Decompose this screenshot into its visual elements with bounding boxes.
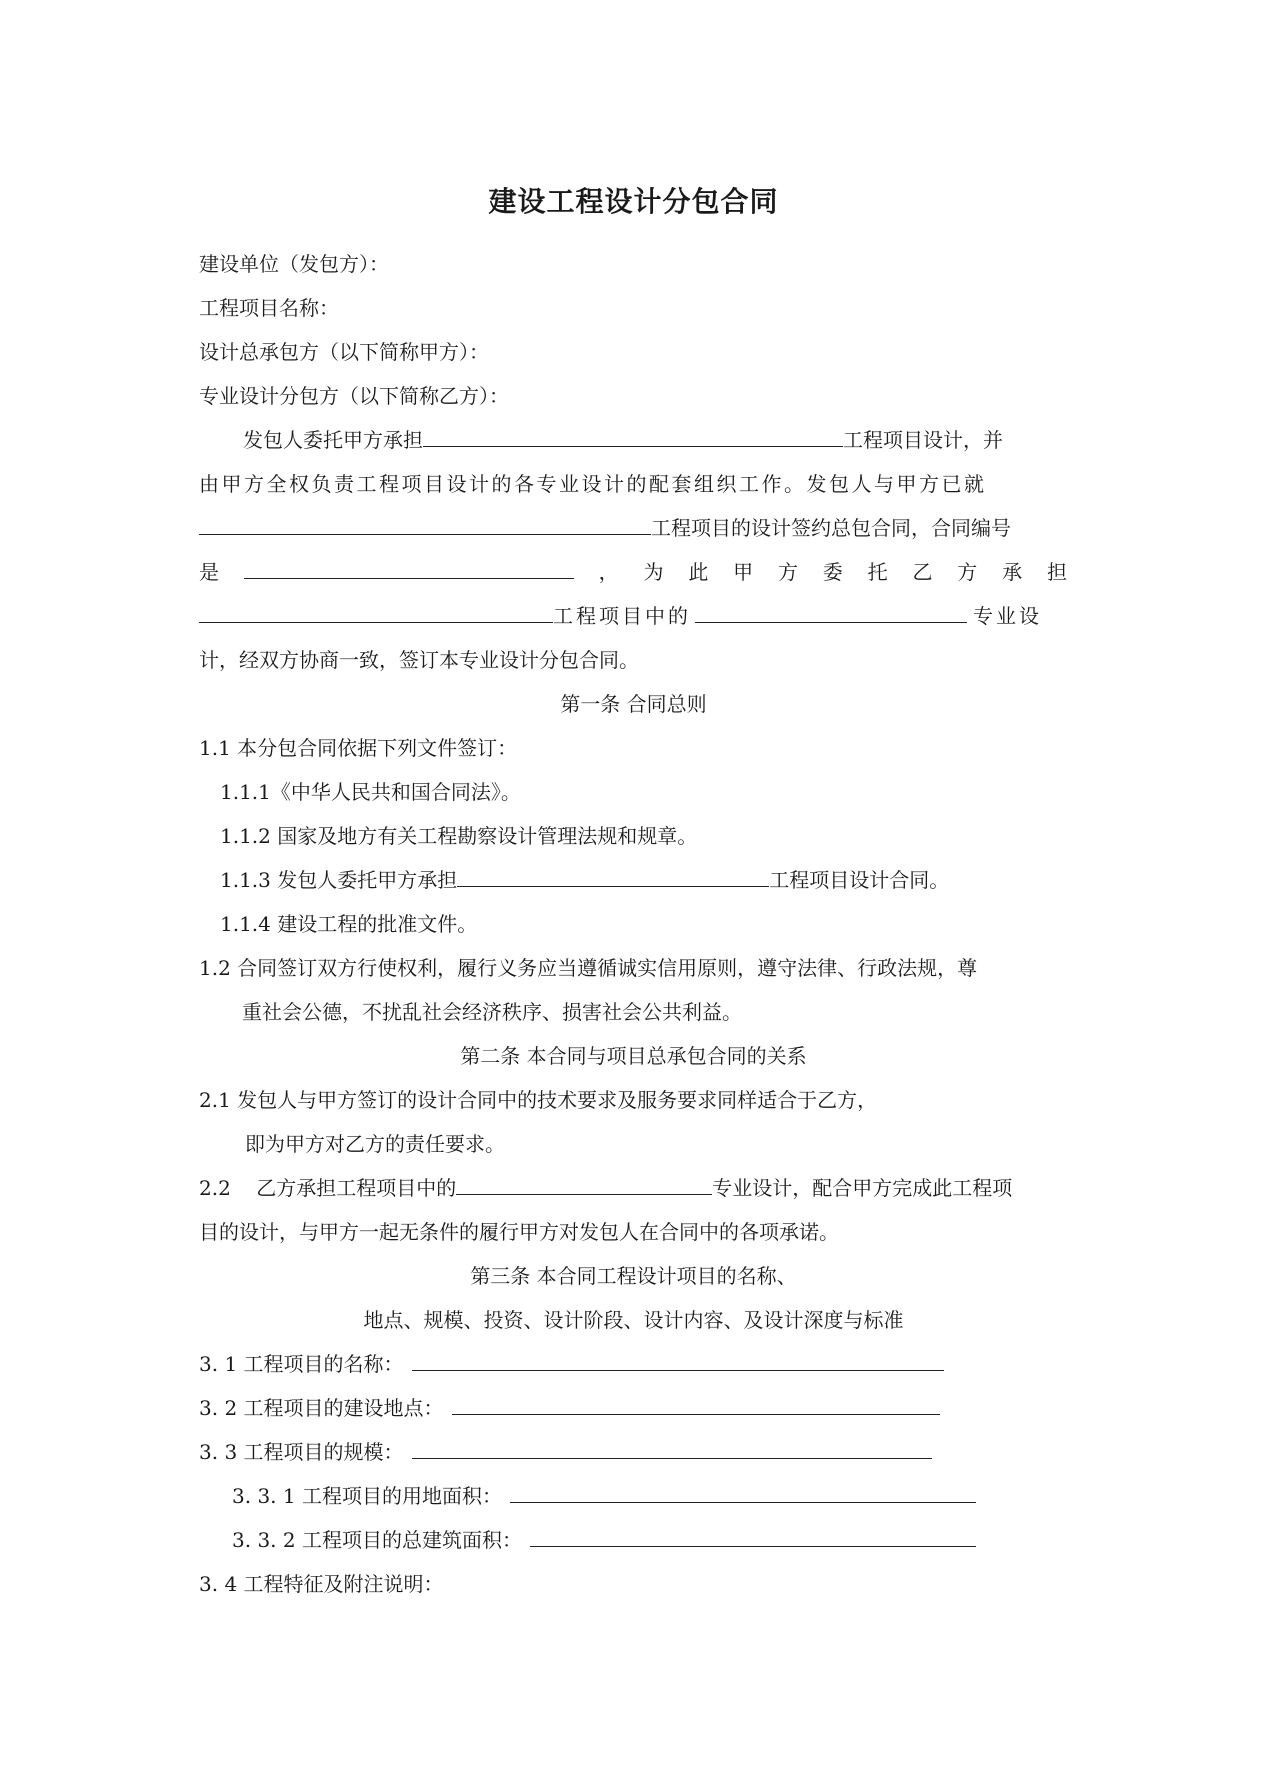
- clause-3-2: [199, 1394, 940, 1422]
- clause-1-1-3: [220, 866, 949, 894]
- preamble-text: 工程项目的设计签约总包合同，合同编号: [651, 516, 1011, 540]
- clause-text: 1.1.3 发包人委托甲方承担: [220, 868, 458, 892]
- clause-text: 3. 1 工程项目的名称：: [199, 1352, 404, 1376]
- blank-contract-number: [244, 558, 574, 579]
- clause-text: 2.2 乙方承担工程项目中的: [199, 1176, 457, 1200]
- clause-1-1-4: 1.1.4 建设工程的批准文件。: [220, 912, 478, 936]
- clause-text: 3. 3. 1 工程项目的用地面积：: [232, 1484, 502, 1508]
- clause-2-2-cont: 目的设计，与甲方一起无条件的履行甲方对发包人在合同中的各项承诺。: [199, 1220, 839, 1244]
- preamble-char: 担: [1046, 560, 1067, 584]
- blank-specialty: [456, 1174, 712, 1195]
- field-general-contractor: 设计总承包方（以下简称甲方）：: [199, 340, 489, 364]
- preamble-text: 专业设: [973, 604, 1042, 628]
- preamble-line-1: [243, 426, 1003, 454]
- blank-land-area: [510, 1482, 976, 1503]
- preamble-char: 乙: [912, 560, 933, 584]
- clause-1-2-cont: 重社会公德，不扰乱社会经济秩序、损害社会公共利益。: [242, 1000, 742, 1024]
- preamble-char: 甲: [733, 560, 754, 584]
- clause-text: 工程项目设计合同。: [769, 868, 950, 892]
- clause-2-2: [199, 1174, 1012, 1202]
- clause-text: 3. 2 工程项目的建设地点：: [199, 1396, 444, 1420]
- preamble-char: 为: [643, 560, 664, 584]
- clause-3-3-2: [232, 1526, 976, 1554]
- preamble-text: 工程项目中的: [553, 604, 691, 628]
- preamble-char: 委: [822, 560, 843, 584]
- blank-specialty: [695, 602, 967, 623]
- preamble-char: 方: [957, 560, 978, 584]
- field-owner: 建设单位（发包方）：: [199, 252, 389, 276]
- preamble-line-3: [199, 514, 1011, 542]
- clause-3-4: 3. 4 工程特征及附注说明：: [199, 1572, 444, 1596]
- clause-1-1-1: 1.1.1《中华人民共和国合同法》。: [220, 780, 521, 804]
- article-1-heading: 第一条 合同总则: [560, 692, 707, 716]
- blank-scale: [412, 1438, 932, 1459]
- blank-project: [457, 866, 769, 887]
- article-3-subheading: 地点、规模、投资、设计阶段、设计内容、及设计深度与标准: [363, 1308, 904, 1332]
- preamble-text: 是: [199, 560, 219, 584]
- clause-1-1: 1.1 本分包合同依据下列文件签订：: [199, 736, 518, 760]
- clause-text: 3. 3 工程项目的规模：: [199, 1440, 404, 1464]
- preamble-line-4: [199, 558, 1067, 586]
- clause-2-1-cont: 即为甲方对乙方的责任要求。: [245, 1132, 505, 1156]
- preamble-text: 工程项目设计，并: [843, 428, 1003, 452]
- clause-text: 3. 3. 2 工程项目的总建筑面积：: [232, 1528, 522, 1552]
- preamble-line-6: 计，经双方协商一致，签订本专业设计分包合同。: [199, 648, 639, 672]
- preamble-text: ，: [598, 560, 619, 584]
- clause-1-2: 1.2 合同签订双方行使权利，履行义务应当遵循诚实信用原则，遵守法律、行政法规，尊: [199, 956, 978, 980]
- clause-2-1: 2.1 发包人与甲方签订的设计合同中的技术要求及服务要求同样适合于乙方，: [199, 1088, 878, 1112]
- clause-1-1-2: 1.1.2 国家及地方有关工程勘察设计管理法规和规章。: [220, 824, 698, 848]
- field-subcontractor: 专业设计分包方（以下简称乙方）：: [199, 384, 509, 408]
- blank-project: [199, 514, 651, 535]
- preamble-line-2: 由甲方全权负责工程项目设计的各专业设计的配套组织工作。发包人与甲方已就: [199, 472, 987, 496]
- preamble-text: 发包人委托甲方承担: [243, 428, 423, 452]
- document-title: 建设工程设计分包合同: [488, 185, 779, 218]
- blank-project: [423, 426, 843, 447]
- clause-3-1: [199, 1350, 944, 1378]
- preamble-char: 承: [1002, 560, 1023, 584]
- clause-3-3: [199, 1438, 932, 1466]
- article-3-heading: 第三条 本合同工程设计项目的名称、: [470, 1264, 797, 1288]
- blank-project: [199, 602, 553, 623]
- preamble-line-5: [199, 602, 1042, 630]
- blank-project-name: [412, 1350, 944, 1371]
- blank-location: [452, 1394, 940, 1415]
- preamble-char: 方: [777, 560, 798, 584]
- clause-text: 专业设计，配合甲方完成此工程项: [712, 1176, 1013, 1200]
- field-project-name: 工程项目名称：: [199, 296, 339, 320]
- preamble-char: 此: [688, 560, 709, 584]
- clause-3-3-1: [232, 1482, 976, 1510]
- blank-floor-area: [530, 1526, 976, 1547]
- article-2-heading: 第二条 本合同与项目总承包合同的关系: [460, 1044, 807, 1068]
- preamble-char: 托: [867, 560, 888, 584]
